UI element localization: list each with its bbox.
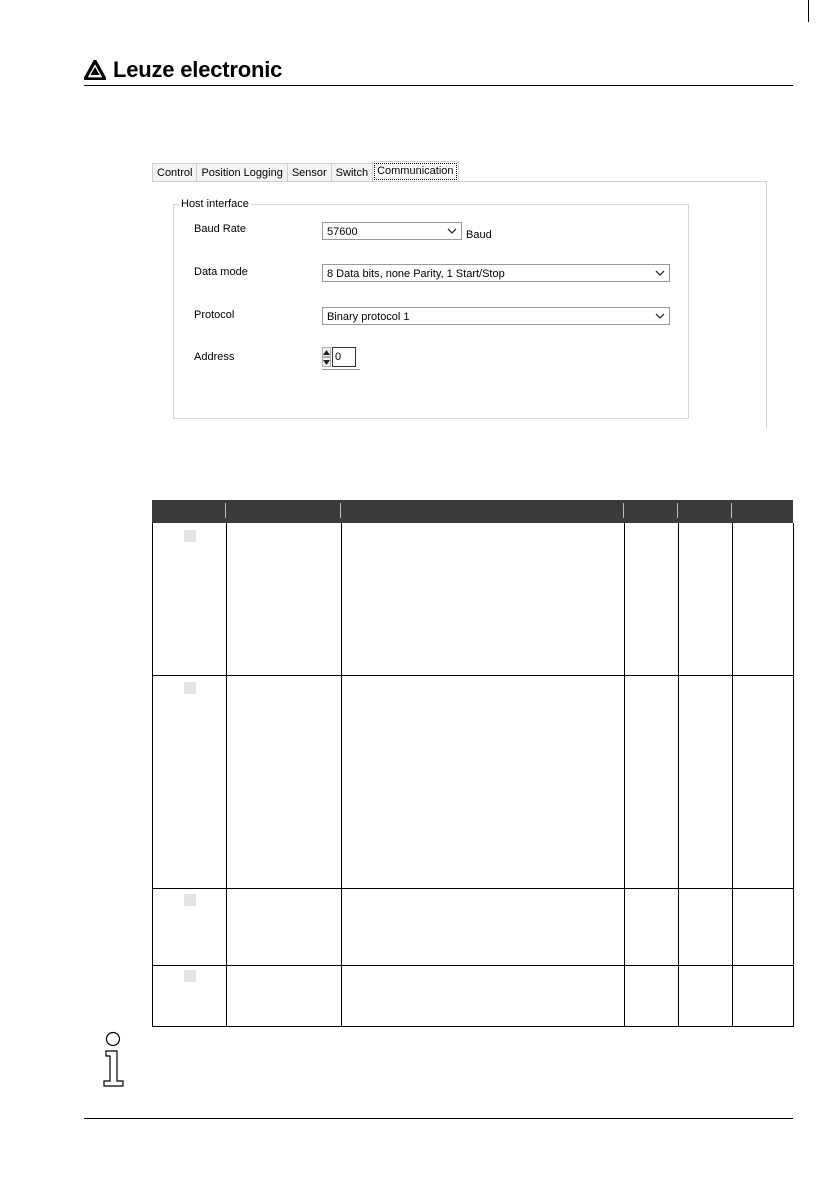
header-divider [340, 503, 341, 518]
column-divider [226, 523, 227, 1026]
chevron-down-icon [653, 266, 667, 280]
baud-unit-label: Baud [466, 229, 492, 241]
tab-position-logging[interactable]: Position Logging [196, 163, 287, 182]
table-row-marker [184, 970, 196, 982]
tab-communication[interactable]: Communication [372, 161, 458, 182]
baud-rate-label: Baud Rate [194, 223, 246, 235]
address-input[interactable]: 0 [332, 347, 356, 367]
data-mode-label: Data mode [194, 266, 248, 278]
header-divider [677, 503, 678, 518]
column-divider [624, 523, 625, 1026]
row-divider [153, 675, 793, 676]
brand-name: Leuze electronic [113, 57, 283, 82]
header-divider [225, 503, 226, 518]
tab-switch[interactable]: Switch [331, 163, 373, 182]
column-divider [341, 523, 342, 1026]
protocol-label: Protocol [194, 309, 235, 321]
data-mode-value: 8 Data bits, none Parity, 1 Start/Stop [327, 268, 505, 280]
column-divider [678, 523, 679, 1026]
table-header [152, 500, 793, 523]
chevron-down-icon [445, 224, 459, 238]
table-row-marker [184, 894, 196, 906]
arrow-up-icon [323, 350, 330, 355]
baud-rate-value: 57600 [327, 226, 358, 238]
chevron-down-icon [653, 309, 667, 323]
spin-down-button[interactable] [322, 357, 331, 367]
table-body [152, 523, 794, 1027]
spinner-underline [322, 369, 360, 370]
spin-buttons [322, 347, 331, 368]
baud-rate-select[interactable] [322, 222, 462, 240]
arrow-down-icon [323, 360, 330, 365]
communication-settings-panel [152, 160, 767, 428]
page-header [84, 56, 793, 86]
row-divider [153, 965, 793, 966]
tab-sensor[interactable]: Sensor [287, 163, 332, 182]
crop-mark [808, 0, 809, 22]
table-row-marker [184, 682, 196, 694]
protocol-select[interactable] [322, 307, 670, 325]
column-divider [732, 523, 733, 1026]
tab-bar [152, 163, 458, 183]
parameter-table [152, 500, 794, 1028]
tab-page-communication [152, 181, 767, 428]
table-row-marker [184, 530, 196, 542]
address-spinner [322, 347, 360, 369]
leuze-triangle-logo-icon [84, 60, 106, 80]
group-title: Host interface [181, 198, 249, 210]
spin-up-button[interactable] [322, 347, 331, 357]
header-divider [623, 503, 624, 518]
footer-rule [84, 1118, 793, 1119]
row-divider [153, 888, 793, 889]
host-interface-group [173, 198, 689, 419]
brand-logo [84, 56, 282, 84]
header-divider [731, 503, 732, 518]
protocol-value: Binary protocol 1 [327, 311, 410, 323]
header-rule [84, 85, 793, 86]
info-icon [101, 1031, 127, 1087]
tab-control[interactable]: Control [152, 163, 197, 182]
address-label: Address [194, 351, 235, 363]
data-mode-select[interactable] [322, 264, 670, 282]
